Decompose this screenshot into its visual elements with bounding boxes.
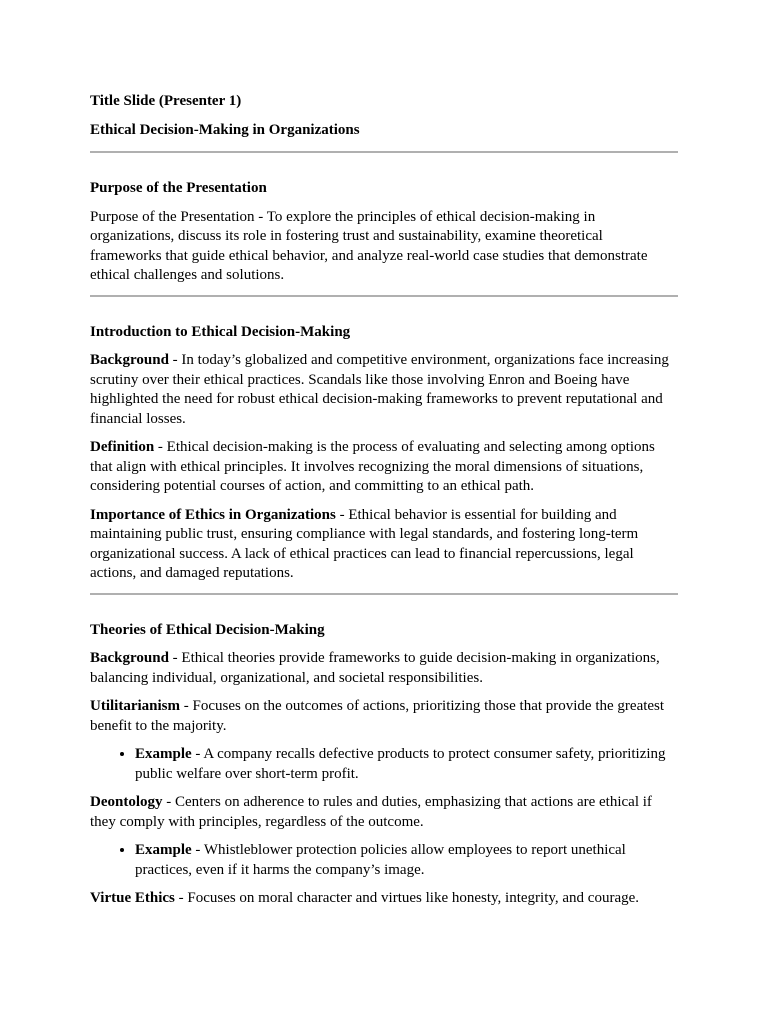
section-divider xyxy=(90,151,678,153)
importance-term: Importance of Ethics in Organizations xyxy=(90,506,336,523)
example-term: Example xyxy=(135,746,192,762)
deontology-text: - Centers on adherence to rules and duties, emphasizing that actions are ethical if they comply with principles, regardless of the outcome. xyxy=(90,794,652,830)
virtue-ethics-paragraph xyxy=(90,889,678,909)
utilitarianism-term: Utilitarianism xyxy=(90,698,180,714)
example-term: Example xyxy=(135,842,192,858)
theories-section xyxy=(90,621,678,909)
definition-term: Definition xyxy=(90,439,155,455)
theories-heading: Theories of Ethical Decision-Making xyxy=(90,621,325,638)
section-divider xyxy=(90,295,678,297)
utilitarianism-example-list xyxy=(90,745,678,784)
title-slide-label: Title Slide (Presenter 1) xyxy=(90,93,242,109)
introduction-section xyxy=(90,323,678,584)
purpose-heading: Purpose of the Presentation xyxy=(90,180,267,196)
document-page xyxy=(90,92,678,918)
deontology-term: Deontology xyxy=(90,794,163,810)
list-item xyxy=(135,745,678,784)
theories-background-paragraph xyxy=(90,649,678,688)
background-paragraph xyxy=(90,351,678,429)
virtue-ethics-term: Virtue Ethics xyxy=(90,890,175,906)
document-title: Ethical Decision-Making in Organizations xyxy=(90,121,360,138)
background-text: - In today’s globalized and competitive environment, organizations face increasing scrutiny over their ethical practices. Scandals like those involving Enron and Boeing have highlighted the need for robust ethical decision-making frameworks to prevent reputational and financial losses. xyxy=(90,352,669,427)
list-item xyxy=(135,841,678,880)
deontology-example-list xyxy=(90,841,678,880)
utilitarianism-text: - Focuses on the outcomes of actions, prioritizing those that provide the greatest benefit to the majority. xyxy=(90,698,665,734)
deontology-paragraph xyxy=(90,793,678,832)
importance-paragraph xyxy=(90,506,678,584)
theories-background-term: Background xyxy=(90,650,169,666)
introduction-heading: Introduction to Ethical Decision-Making xyxy=(90,323,351,340)
virtue-ethics-text: - Focuses on moral character and virtues like honesty, integrity, and courage. xyxy=(174,890,640,906)
background-term: Background xyxy=(90,352,169,368)
definition-text: - Ethical decision-making is the process of evaluating and selecting among options that align with ethical principles. It involves recognizing the moral dimensions of situations, considering potential courses of action, and committing to an ethical path. xyxy=(90,439,655,494)
importance-text: - Ethical behavior is essential for building and maintaining public trust, ensuring compliance with legal standards, and fostering long-term organizational success. A lack of ethical practices can lead to financial repercussions, legal actions, and damaged reputations. xyxy=(90,506,639,581)
section-divider xyxy=(90,593,678,595)
definition-paragraph xyxy=(90,438,678,497)
example-text: - A company recalls defective products to protect consumer safety, prioritizing public welfare over short-term profit. xyxy=(135,746,666,782)
purpose-text: Purpose of the Presentation - To explore the principles of ethical decision-making in organizations, discuss its role in fostering trust and sustainability, examine theoretical frameworks that guide ethical behavior, and analyze real-world case studies that demonstrate ethical challenges and solutions. xyxy=(90,208,648,283)
example-text: - Whistleblower protection policies allow employees to report unethical practices, even if it harms the company’s image. xyxy=(135,842,626,878)
purpose-section xyxy=(90,179,678,286)
utilitarianism-paragraph xyxy=(90,697,678,736)
theories-background-text: - Ethical theories provide frameworks to guide decision-making in organizations, balancing individual, organizational, and societal responsibilities. xyxy=(90,650,660,686)
